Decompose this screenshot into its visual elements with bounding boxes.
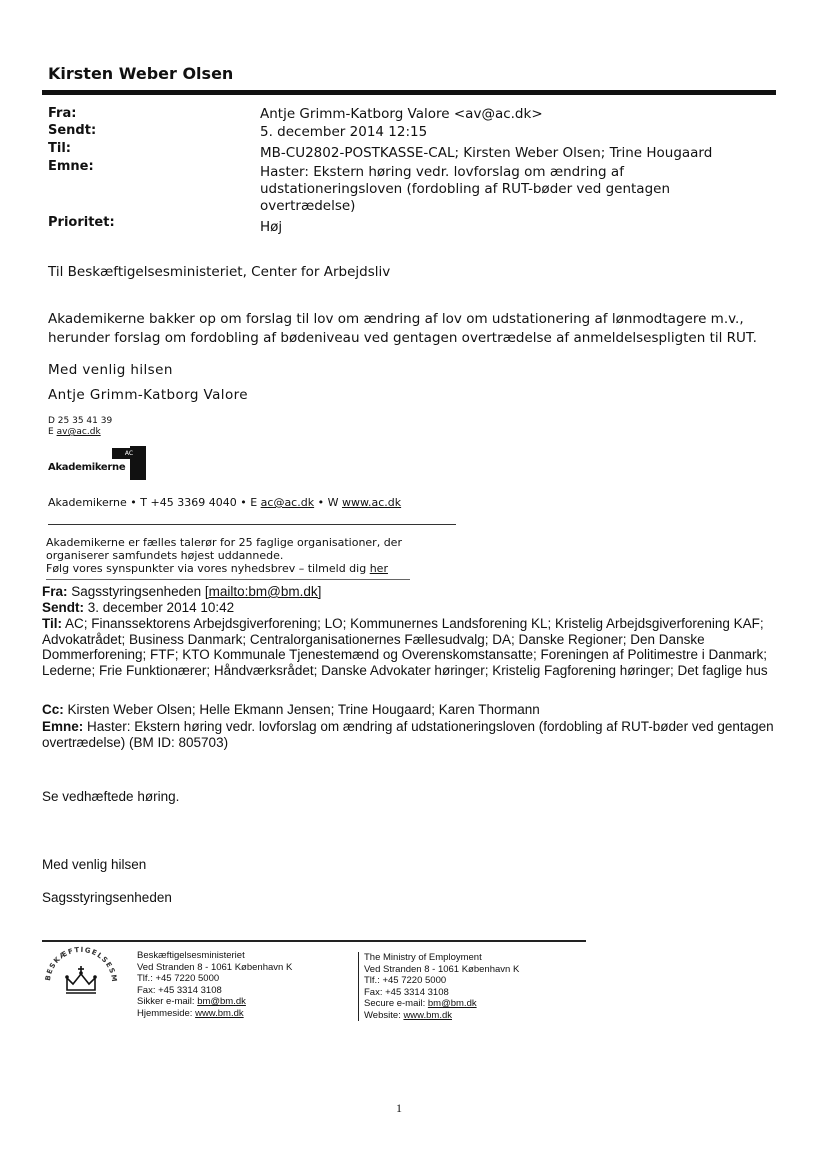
- footer-dk-secure: [137, 996, 292, 1008]
- header-label-til: Til:: [48, 141, 71, 156]
- footer-en-secure: [364, 998, 519, 1010]
- crown-seal-icon: [40, 942, 122, 1024]
- newsletter-signup-link[interactable]: her: [369, 562, 388, 575]
- fwd-cc: [42, 702, 782, 718]
- footer-dk-web-label: Hjemmeside:: [137, 1007, 193, 1019]
- signer-name: Antje Grimm-Katborg Valore: [48, 387, 248, 403]
- footer-dk-line: Beskæftigelsesministeriet: [137, 950, 245, 961]
- priority-label: Prioritet:: [48, 215, 115, 230]
- footer-dk-line: Fax: +45 3314 3108: [137, 984, 222, 996]
- contact-line: [48, 496, 401, 509]
- header-label-fra: Fra:: [48, 106, 77, 121]
- header-rule: [42, 90, 776, 95]
- footer-dk-line: Ved Stranden 8 - 1061 København K: [137, 961, 293, 973]
- footer-dk-secure-label: Sikker e-mail:: [137, 996, 195, 1007]
- bullet-icon: •: [240, 496, 251, 509]
- header-label-sendt: Sendt:: [48, 123, 97, 138]
- logo-text: Akademikerne: [48, 462, 126, 473]
- email-body: Akademikerne bakker op om forslag til lov om ændring af lov om udstationering af lønmodtagere m.v., herunder forslag om fordobling af bødeniveau ved gentagen overtrædelse af anmeldelsespligten til RUT.: [48, 311, 757, 346]
- header-value-sendt: 5. december 2014 12:15: [260, 124, 428, 140]
- fwd-fra: [42, 584, 782, 600]
- contact-org: Akademikerne: [48, 496, 127, 509]
- signature-divider: [48, 524, 456, 525]
- header-value-fra: Antje Grimm-Katborg Valore <av@ac.dk>: [260, 106, 543, 122]
- footer-rule: [42, 940, 586, 942]
- footer-dk-secure-link[interactable]: bm@bm.dk: [197, 996, 246, 1007]
- contact-phone: T +45 3369 4040: [140, 496, 237, 509]
- seal-text: BESKÆFTIGELSESM: [43, 945, 119, 984]
- tagline-divider: [46, 579, 410, 580]
- footer-en-line: Fax: +45 3314 3108: [364, 986, 449, 998]
- header-value-til: MB-CU2802-POSTKASSE-CAL; Kirsten Weber Olsen; Trine Hougaard: [260, 145, 713, 161]
- fwd-til: [42, 616, 782, 678]
- email-prefix: E: [48, 427, 54, 437]
- footer-en-line: The Ministry of Employment: [364, 952, 482, 963]
- fwd-emne-label: Emne:: [42, 719, 84, 734]
- email-line: [48, 427, 101, 437]
- fwd-cc-value: Kirsten Weber Olsen; Helle Ekmann Jensen; Trine Hougaard; Karen Thormann: [67, 702, 540, 717]
- fwd-emne: [42, 719, 782, 750]
- contact-email-prefix: E: [250, 496, 258, 509]
- footer-dk-line: Tlf.: +45 7220 5000: [137, 973, 220, 984]
- tagline-line-2: organiserer samfundets højest uddannede.: [46, 549, 284, 562]
- contact-web-link[interactable]: www.ac.dk: [341, 496, 402, 509]
- tagline-line-1: Akademikerne er fælles talerør for 25 faglige organisationer, der: [46, 536, 402, 549]
- contact-email-link[interactable]: ac@ac.dk: [260, 496, 315, 509]
- fwd-closing: Med venlig hilsen: [42, 857, 147, 872]
- logo-badge: AC: [112, 448, 146, 459]
- fwd-sendt: [42, 600, 782, 616]
- footer-en-line: Tlf.: +45 7220 5000: [364, 975, 447, 986]
- fwd-til-value: AC; Finanssektorens Arbejdsgiverforening; LO; Kommunernes Landsforening KL; Kristelig Arbejdsgiverforening KAF; Advokatrådet; Business Danmark; Centralorganisationernes Fællesudvalg; DA; Danske Regioner; Den Danske Dommerforening; FTF; KTO Kommunale Tjenestemænd og Overenskomstansatte; Foreningen af Politimestre i Danmark; Lederne; Frie Funktionærer; Håndværksrådet; Danske Advokater høringer; Kristelig Fagforening høringer; Det faglige hus: [42, 616, 768, 678]
- phone-line: D 25 35 41 39: [48, 416, 113, 426]
- priority-value: Høj: [260, 219, 283, 235]
- footer-en-line: Ved Stranden 8 - 1061 København K: [364, 963, 520, 975]
- fwd-sendt-value: 3. december 2014 10:42: [87, 600, 235, 615]
- footer-dk-web-link[interactable]: www.bm.dk: [195, 1007, 244, 1019]
- bullet-icon: •: [130, 496, 141, 509]
- footer-dk-web: [137, 1008, 292, 1020]
- tagline-line-3-text: Følg vores synspunkter via vores nyhedsbrev – tilmeld dig: [46, 562, 367, 575]
- footer-en-web-link[interactable]: www.bm.dk: [403, 1009, 453, 1021]
- footer-en-web: [364, 1010, 519, 1022]
- fwd-mailto-link[interactable]: [mailto:bm@bm.dk]: [204, 584, 322, 599]
- contact-web-prefix: W: [327, 496, 339, 509]
- header-value-emne: Haster: Ekstern høring vedr. lovforslag om ændring af udstationeringsloven (fordobling af RUT-bøder ved gentagen overtrædelse): [260, 164, 670, 214]
- fwd-signer: Sagsstyringsenheden: [42, 890, 172, 905]
- header-label-emne: Emne:: [48, 159, 94, 174]
- footer-en-secure-label: Secure e-mail:: [364, 998, 426, 1009]
- footer-en-secure-link[interactable]: bm@bm.dk: [427, 998, 477, 1009]
- tagline-line-3: [46, 562, 426, 575]
- footer-en-web-label: Website:: [364, 1009, 401, 1021]
- fwd-cc-label: Cc:: [42, 702, 64, 717]
- fwd-body: Se vedhæftede høring.: [42, 789, 180, 804]
- page-number: 1: [396, 1101, 402, 1115]
- closing: Med venlig hilsen: [48, 362, 173, 378]
- sender-name: Kirsten Weber Olsen: [48, 64, 234, 83]
- fwd-til-label: Til:: [42, 616, 62, 631]
- fwd-sendt-label: Sendt:: [42, 600, 84, 615]
- fwd-emne-value: Haster: Ekstern høring vedr. lovforslag om ændring af udstationeringsloven (fordobling af RUT-bøder ved gentagen overtrædelse) (BM ID: 805703): [42, 719, 774, 750]
- signer-email-link[interactable]: av@ac.dk: [56, 427, 101, 437]
- bullet-icon: •: [317, 496, 328, 509]
- greeting: Til Beskæftigelsesministeriet, Center for Arbejdsliv: [48, 264, 391, 280]
- fwd-fra-label: Fra:: [42, 584, 68, 599]
- footer-danish: [137, 950, 292, 1019]
- akademikerne-logo: [48, 446, 148, 482]
- tagline: [46, 536, 426, 575]
- fwd-fra-value: Sagsstyringsenheden: [71, 584, 202, 599]
- ministry-seal: [40, 942, 122, 1024]
- footer-english: [358, 952, 519, 1021]
